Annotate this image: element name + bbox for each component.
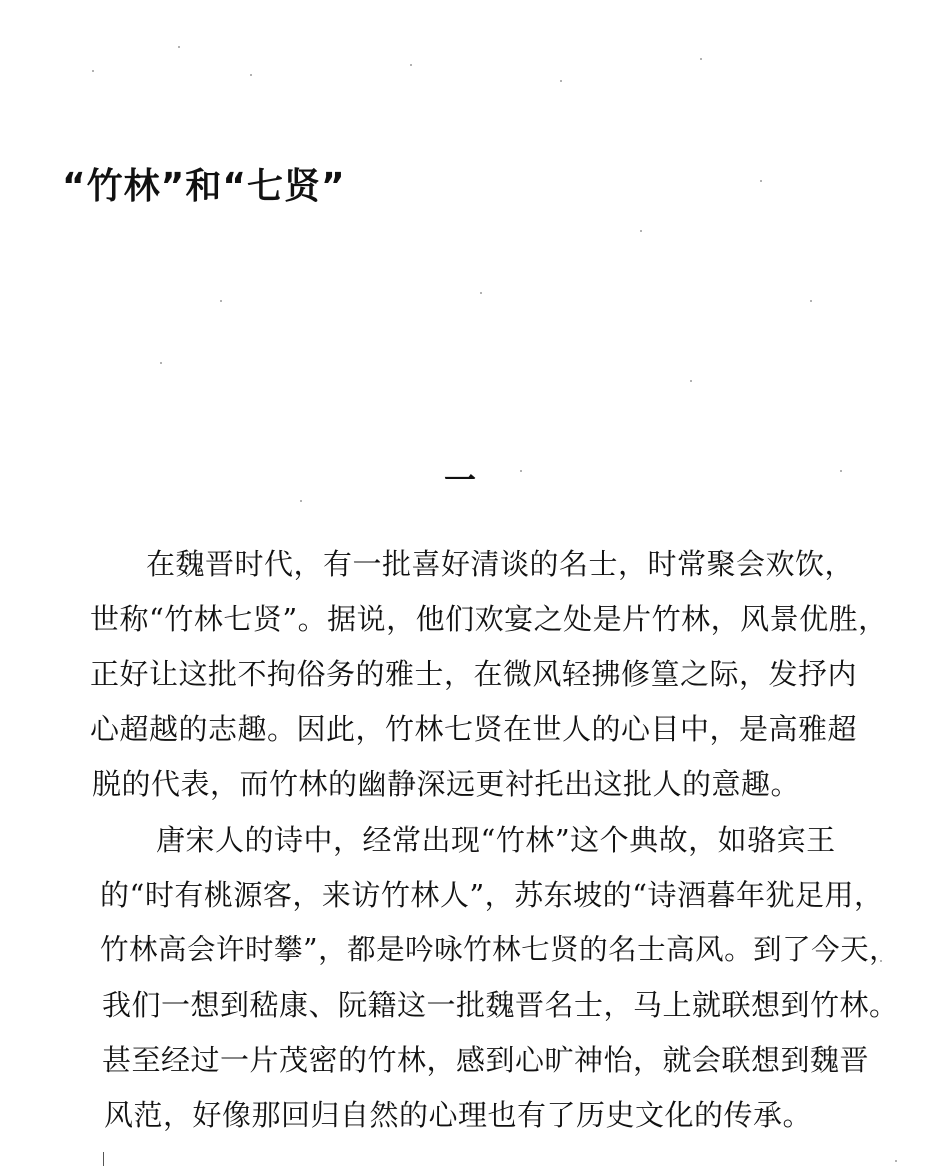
scan-speck <box>840 470 842 472</box>
scan-speck <box>640 230 642 232</box>
text-line: 风范，好像那回归自然的心理也有了历史文化的传承。 <box>104 1098 813 1132</box>
scan-speck <box>810 300 812 302</box>
text-line: 我们一想到嵇康、阮籍这一批魏晋名士，马上就联想到竹林。 <box>102 988 899 1022</box>
scan-speck <box>560 80 562 82</box>
text-line: 在魏晋时代，有一批喜好清谈的名士，时常聚会欢饮， <box>146 547 855 581</box>
text-line: 唐宋人的诗中，经常出现“竹林”这个典故，如骆宾王 <box>156 823 836 857</box>
scan-speck <box>160 362 162 364</box>
scan-speck <box>410 64 412 66</box>
text-line: 正好让这批不拘俗务的雅士，在微风轻拂修篁之际，发抒内 <box>90 657 858 691</box>
text-line: 的“时有桃源客，来访竹林人”，苏东坡的“诗酒暮年犹足用， <box>100 878 884 912</box>
section-number: 一 <box>444 461 477 499</box>
scan-speck <box>250 74 252 76</box>
page-title: “竹林”和“七贤” <box>62 166 346 207</box>
scan-edge-mark <box>103 1152 104 1166</box>
scan-speck <box>92 70 94 72</box>
scan-speck <box>178 46 180 48</box>
scan-speck <box>300 500 302 502</box>
scan-speck <box>690 380 692 382</box>
text-line: 世称“竹林七贤”。据说，他们欢宴之处是片竹林，风景优胜， <box>90 602 888 636</box>
scan-speck <box>480 292 482 294</box>
scan-speck <box>760 180 762 182</box>
scan-speck <box>220 300 222 302</box>
scan-speck <box>700 58 702 60</box>
text-line: 竹林高会许时攀”，都是吟咏竹林七贤的名士高风。到了今天， <box>100 933 899 966</box>
text-line: 心超越的志趣。因此，竹林七贤在世人的心目中，是高雅超 <box>90 712 858 746</box>
scan-speck <box>520 470 522 472</box>
scan-speck <box>895 1160 897 1162</box>
text-line: 脱的代表，而竹林的幽静深远更衬托出这批人的意趣。 <box>92 767 801 801</box>
text-line: 甚至经过一片茂密的竹林，感到心旷神怡，就会联想到魏晋 <box>102 1043 870 1077</box>
